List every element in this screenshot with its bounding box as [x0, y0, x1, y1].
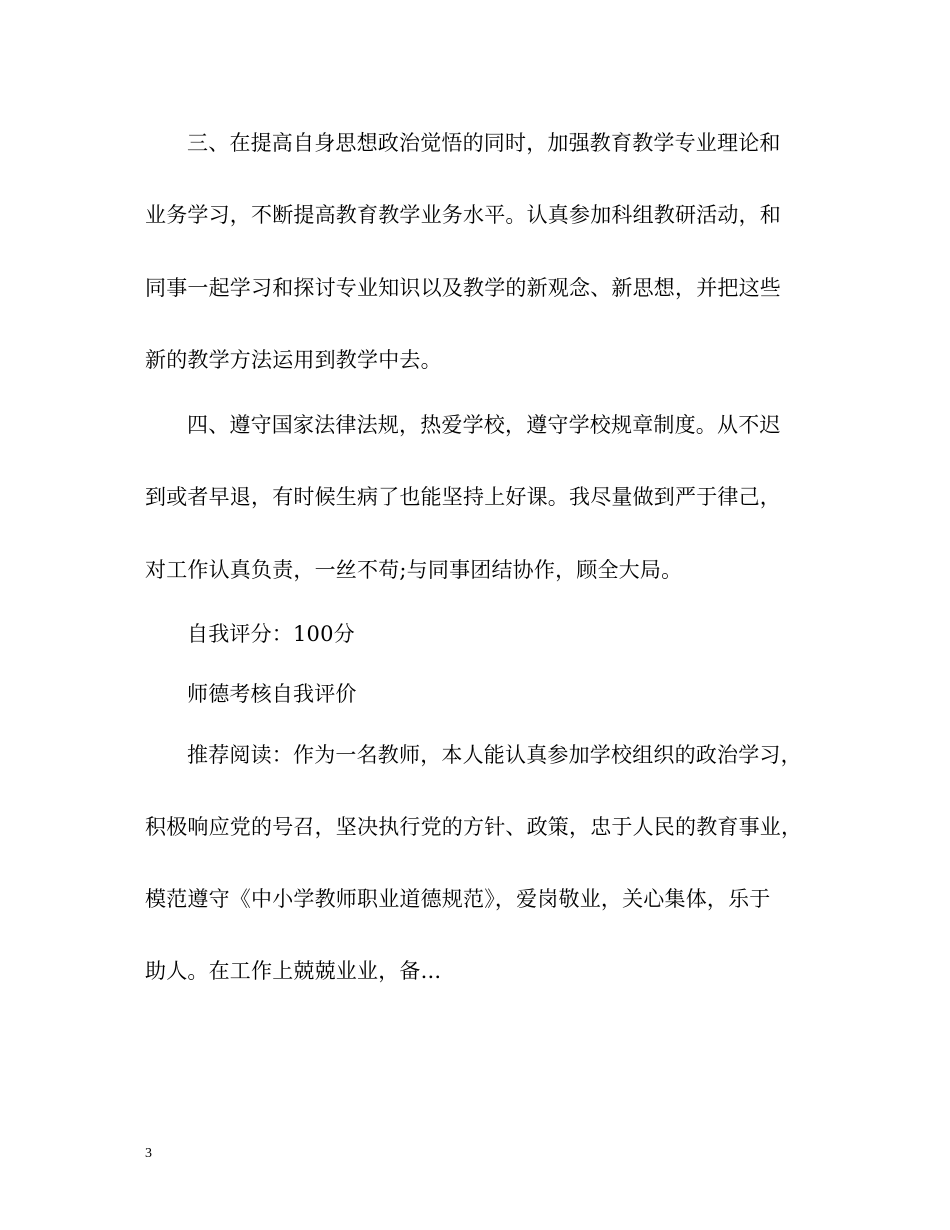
paragraph-four-line-1: 四、遵守国家法律法规，热爱学校，遵守学校规章制度。从不迟: [187, 413, 781, 437]
page-number: 3: [145, 1146, 152, 1161]
paragraph-four-line-3: 对工作认真负责，一丝不苟;与同事团结协作，顾全大局。: [145, 558, 683, 582]
section-title: 师德考核自我评价: [187, 682, 357, 706]
paragraph-three-line-2: 业务学习，不断提高教育教学业务水平。认真参加科组教研活动，和: [145, 203, 781, 227]
paragraph-three-line-3: 同事一起学习和探讨专业知识以及教学的新观念、新思想，并把这些: [145, 276, 781, 300]
self-score: 自我评分：100分: [187, 622, 355, 646]
recommended-reading-line-1: 推荐阅读：作为一名教师，本人能认真参加学校组织的政治学习，: [187, 743, 802, 767]
paragraph-three-line-1: 三、在提高自身思想政治觉悟的同时，加强教育教学专业理论和: [187, 131, 781, 155]
paragraph-three-line-4: 新的教学方法运用到教学中去。: [145, 348, 442, 372]
recommended-reading-line-4: 助人。在工作上兢兢业业，备...: [145, 959, 442, 983]
recommended-reading-line-3: 模范遵守《中小学教师职业道德规范》，爱岗敬业，关心集体，乐于: [145, 887, 771, 911]
paragraph-four-line-2: 到或者早退，有时候生病了也能坚持上好课。我尽量做到严于律己，: [145, 485, 781, 509]
recommended-reading-line-2: 积极响应党的号召，坚决执行党的方针、政策，忠于人民的教育事业，: [145, 815, 803, 839]
